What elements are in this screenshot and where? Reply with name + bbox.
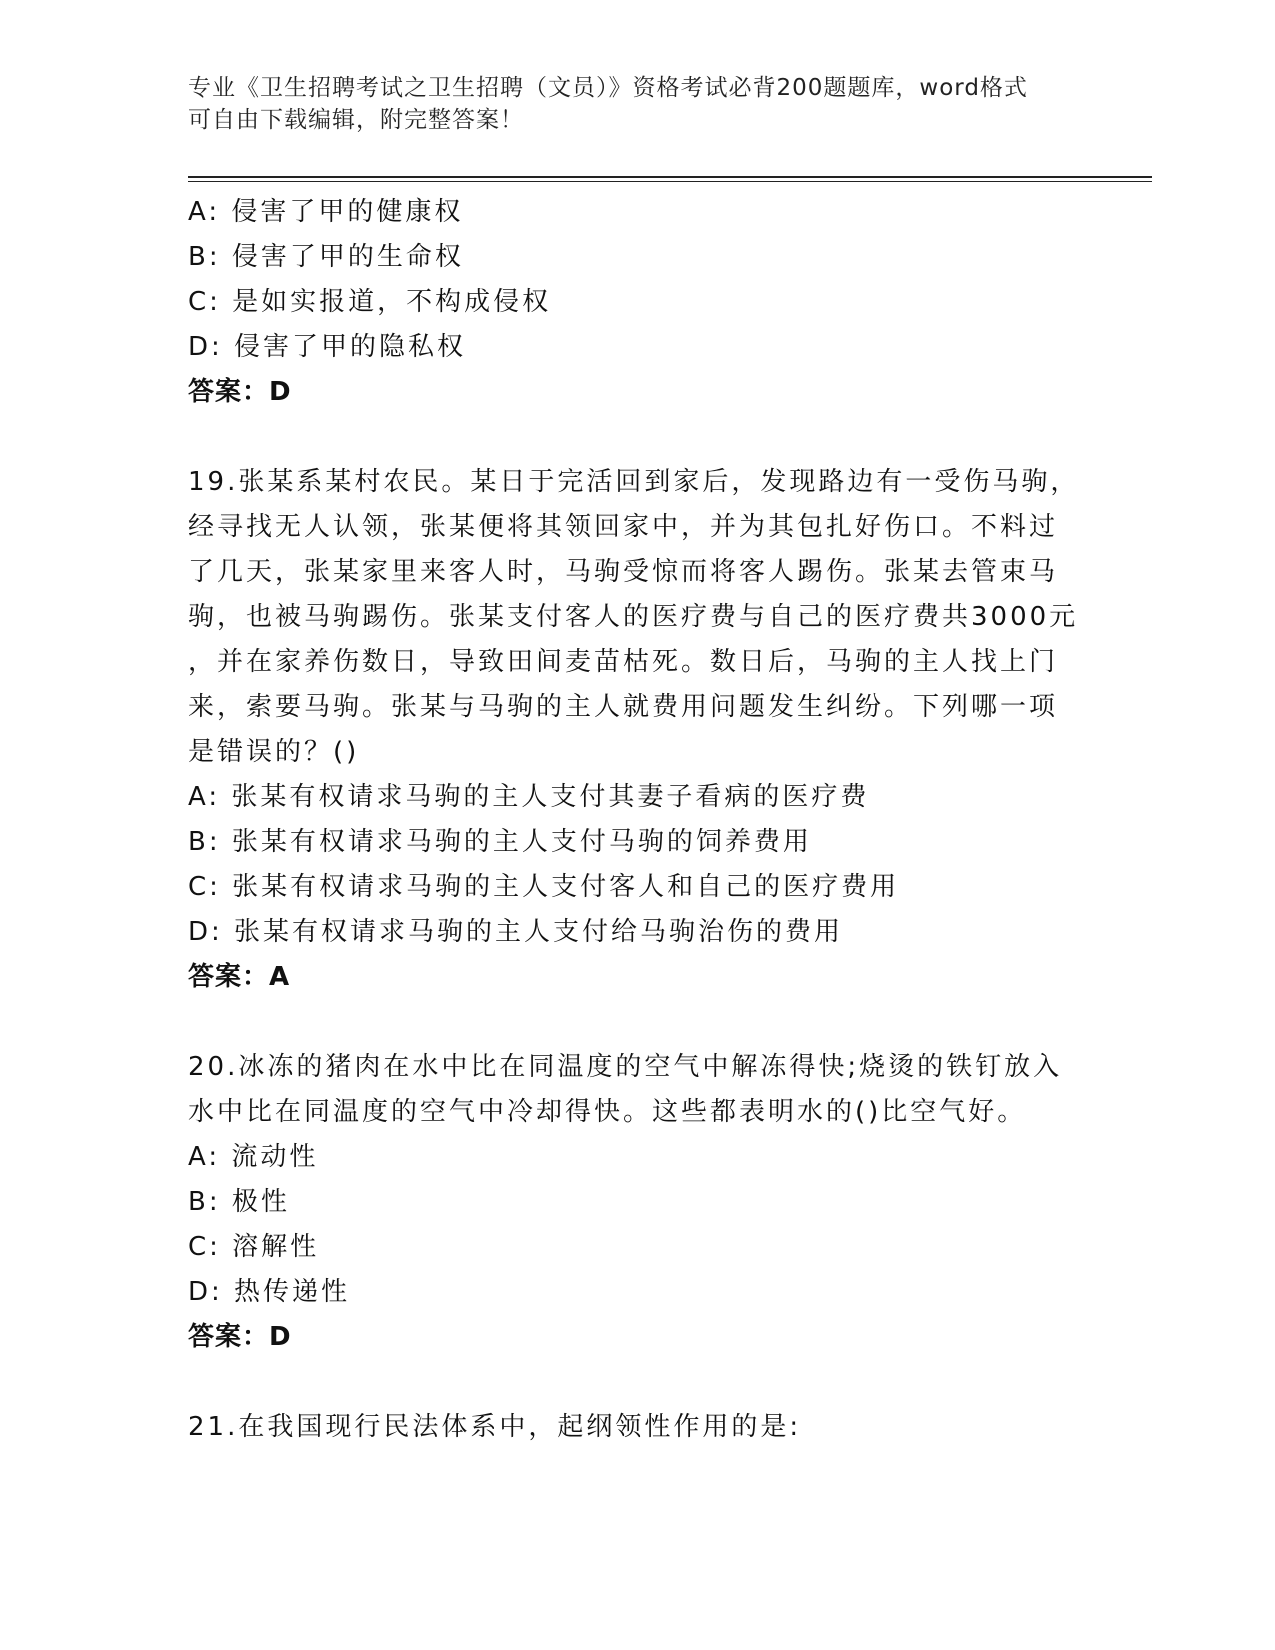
option-a: A: 侵害了甲的健康权 — [188, 197, 464, 227]
question-stem-line: 是错误的？() — [188, 737, 360, 767]
option-d: D: 热传递性 — [188, 1277, 351, 1307]
question-20 — [188, 1045, 1088, 1360]
option-d: D: 张某有权请求马驹的主人支付给马驹治伤的费用 — [188, 917, 844, 947]
question-19 — [188, 460, 1088, 1000]
question-stem-line: 驹，也被马驹踢伤。张某支付客人的医疗费与自己的医疗费共3000元 — [188, 602, 1079, 632]
question-stem-line: ，并在家养伤数日，导致田间麦苗枯死。数日后，马驹的主人找上门 — [188, 647, 1059, 677]
option-c: C: 是如实报道，不构成侵权 — [188, 287, 552, 317]
option-c: C: 张某有权请求马驹的主人支付客人和自己的医疗费用 — [188, 872, 900, 902]
answer-line: 答案：D — [188, 1322, 292, 1352]
question-content — [188, 190, 1088, 1450]
option-b: B: 张某有权请求马驹的主人支付马驹的饲养费用 — [188, 827, 812, 857]
answer-line: 答案：A — [188, 962, 291, 992]
question-stem-line: 水中比在同温度的空气中冷却得快。这些都表明水的()比空气好。 — [188, 1097, 1027, 1127]
question-stem-line: 来，索要马驹。张某与马驹的主人就费用问题发生纠纷。下列哪一项 — [188, 692, 1059, 722]
question-stem-line: 了几天，张某家里来客人时，马驹受惊而将客人踢伤。张某去管束马 — [188, 557, 1059, 587]
header-line-2: 可自由下载编辑，附完整答案！ — [188, 107, 524, 133]
option-a: A: 流动性 — [188, 1142, 319, 1172]
option-a: A: 张某有权请求马驹的主人支付其妻子看病的医疗费 — [188, 782, 870, 812]
header-divider-thin — [188, 181, 1152, 182]
header-divider-thick — [188, 176, 1152, 178]
question-stem-line: 19.张某系某村农民。某日于完活回到家后，发现路边有一受伤马驹， — [188, 467, 1080, 497]
spacer — [188, 1360, 1088, 1405]
question-stem-line: 经寻找无人认领，张某便将其领回家中，并为其包扎好伤口。不料过 — [188, 512, 1059, 542]
question-21 — [188, 1405, 1088, 1450]
option-c: C: 溶解性 — [188, 1232, 320, 1262]
document-header — [188, 72, 1068, 136]
option-b: B: 极性 — [188, 1187, 290, 1217]
question-18-continued — [188, 190, 1088, 415]
header-line-1: 专业《卫生招聘考试之卫生招聘（文员）》资格考试必背200题题库，word格式 — [188, 75, 1028, 101]
answer-line: 答案：D — [188, 377, 292, 407]
question-stem-line: 20.冰冻的猪肉在水中比在同温度的空气中解冻得快;烧烫的铁钉放入 — [188, 1052, 1063, 1082]
option-d: D: 侵害了甲的隐私权 — [188, 332, 467, 362]
spacer — [188, 1000, 1088, 1045]
spacer — [188, 415, 1088, 460]
question-stem-line: 21.在我国现行民法体系中，起纲领性作用的是: — [188, 1412, 802, 1442]
option-b: B: 侵害了甲的生命权 — [188, 242, 464, 272]
